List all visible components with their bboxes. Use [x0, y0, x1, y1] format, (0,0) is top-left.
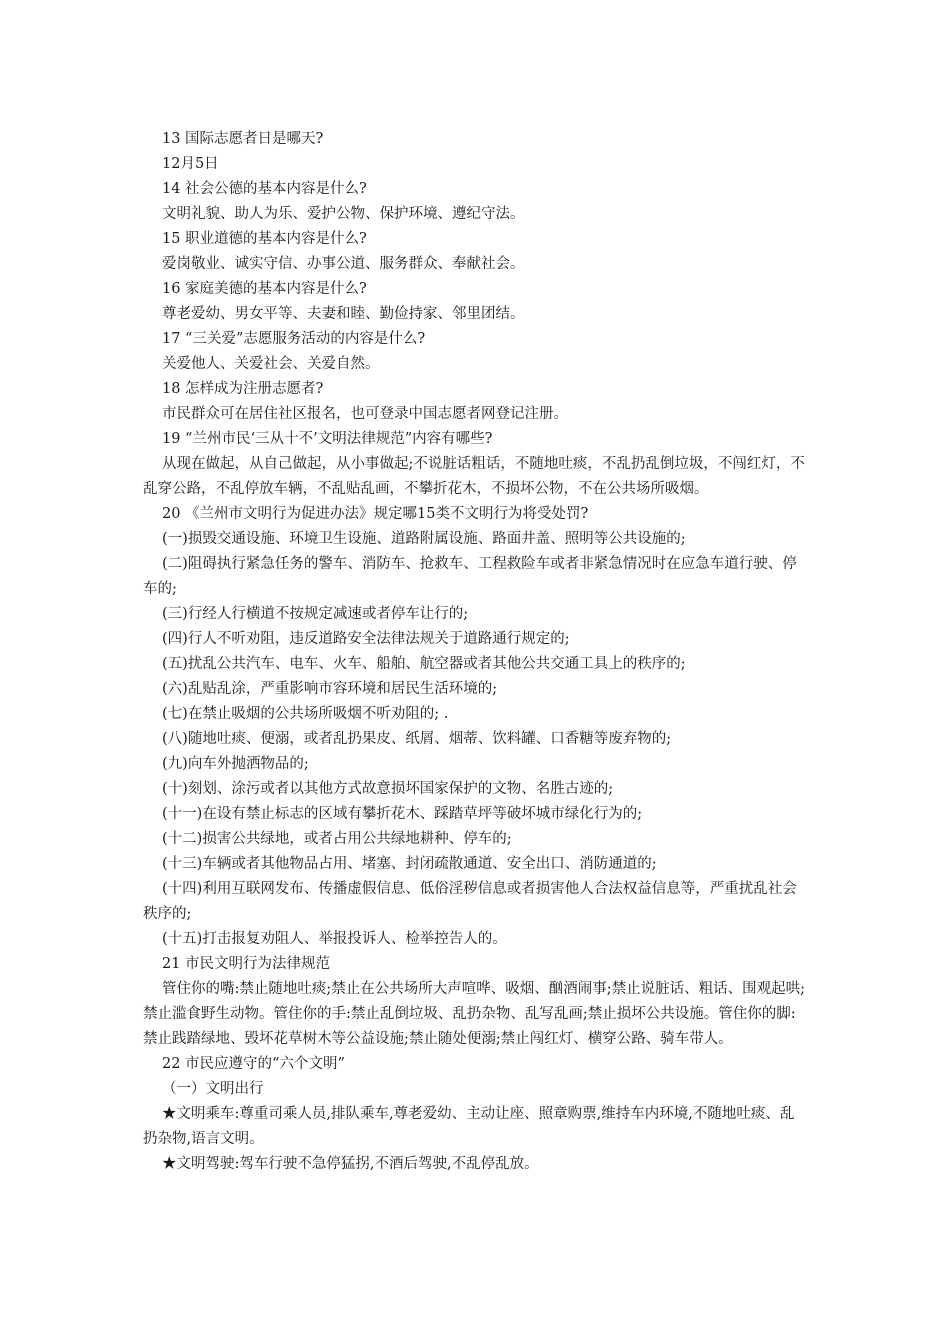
penalty-item-11: (十一)在设有禁止标志的区域有攀折花木、踩踏草坪等破坏城市绿化行为的; — [162, 806, 643, 822]
penalty-item-5: (五)扰乱公共汽车、电车、火车、船舶、航空器或者其他公共交通工具上的秩序的; — [162, 656, 686, 672]
penalty-item-2: (二)阻碍执行紧急任务的警车、消防车、抢救车、工程救险车或者非紧急情况时在应急车道行驶、停车的; — [143, 556, 797, 597]
question-17: 17 “三关爱”志愿服务活动的内容是什么? — [162, 331, 426, 347]
question-19: 19 “兰州市民‘三从十不’文明法律规范”内容有哪些? — [162, 431, 493, 447]
penalty-item-9: (九)向车外抛洒物品的; — [162, 756, 309, 772]
penalty-item-7: (七)在禁止吸烟的公共场所吸烟不听劝阻的; . — [162, 706, 449, 722]
question-15: 15 职业道德的基本内容是什么? — [162, 231, 367, 247]
answer-13: 12月5日 — [162, 156, 219, 172]
civilized-riding: ★文明乘车:尊重司乘人员,排队乘车,尊老爱幼、主动让座、照章购票,维持车内环境,不随地吐痰、乱扔杂物,语言文明。 — [143, 1106, 795, 1147]
question-20: 20 《兰州市文明行为促进办法》规定哪15类不文明行为将受处罚? — [162, 506, 589, 522]
question-21: 21 市民文明行为法律规范 — [162, 956, 331, 972]
penalty-item-10: (十)刻划、涂污或者以其他方式故意损坏国家保护的文物、名胜古迹的; — [162, 781, 614, 797]
penalty-item-3: (三)行经人行横道不按规定减速或者停车让行的; — [162, 606, 469, 622]
question-14: 14 社会公德的基本内容是什么? — [162, 181, 367, 197]
answer-16: 尊老爱幼、男女平等、夫妻和睦、勤俭持家、邻里团结。 — [162, 306, 525, 322]
answer-18: 市民群众可在居住社区报名，也可登录中国志愿者网登记注册。 — [162, 406, 568, 422]
question-18: 18 怎样成为注册志愿者? — [162, 381, 324, 397]
question-22: 22 市民应遵守的“六个文明” — [162, 1056, 345, 1072]
subsection-civilized-travel: （一）文明出行 — [162, 1081, 264, 1097]
answer-21: 管住你的嘴:禁止随地吐痰;禁止在公共场所大声喧哗、吸烟、酗酒闹事;禁止说脏话、粗话、围观起哄;禁止滥食野生动物。管住你的手:禁止乱倒垃圾、乱扔杂物、乱写乱画;禁止损坏公共设施。管住你的脚:禁止践踏绿地、毁坏花草树木等公益设施;禁止随处便溺;禁止闯红灯、横穿公路、骑车带人。 — [143, 981, 806, 1047]
question-13: 13 国际志愿者日是哪天? — [162, 131, 324, 147]
answer-15: 爱岗敬业、诚实守信、办事公道、服务群众、奉献社会。 — [162, 256, 525, 272]
question-16: 16 家庭美德的基本内容是什么? — [162, 281, 367, 297]
penalty-item-4: (四)行人不听劝阻，违反道路安全法律法规关于道路通行规定的; — [162, 631, 570, 647]
answer-17: 关爱他人、关爱社会、关爱自然。 — [162, 356, 380, 372]
penalty-item-12: (十二)损害公共绿地，或者占用公共绿地耕种、停车的; — [162, 831, 512, 847]
penalty-item-13: (十三)车辆或者其他物品占用、堵塞、封闭疏散通道、安全出口、消防通道的; — [162, 856, 657, 872]
document-body — [143, 127, 807, 1177]
penalty-item-14: (十四)利用互联网发布、传播虚假信息、低俗淫秽信息或者损害他人合法权益信息等，严重扰乱社会秩序的; — [143, 881, 797, 922]
penalty-item-8: (八)随地吐痰、便溺，或者乱扔果皮、纸屑、烟蒂、饮料罐、口香糖等废弃物的; — [162, 731, 672, 747]
answer-19: 从现在做起，从自己做起，从小事做起;不说脏话粗话，不随地吐痰，不乱扔乱倒垃圾，不闯红灯，不乱穿公路，不乱停放车辆，不乱贴乱画，不攀折花木，不损坏公物，不在公共场所吸烟。 — [143, 456, 805, 497]
penalty-item-1: (一)损毁交通设施、环境卫生设施、道路附属设施、路面井盖、照明等公共设施的; — [162, 531, 686, 547]
civilized-driving: ★文明驾驶:驾车行驶不急停猛拐,不酒后驾驶,不乱停乱放。 — [162, 1156, 539, 1172]
penalty-item-6: (六)乱贴乱涂，严重影响市容环境和居民生活环境的; — [162, 681, 498, 697]
penalty-item-15: (十五)打击报复劝阻人、举报投诉人、检举控告人的。 — [162, 931, 507, 947]
answer-14: 文明礼貌、助人为乐、爱护公物、保护环境、遵纪守法。 — [162, 206, 525, 222]
